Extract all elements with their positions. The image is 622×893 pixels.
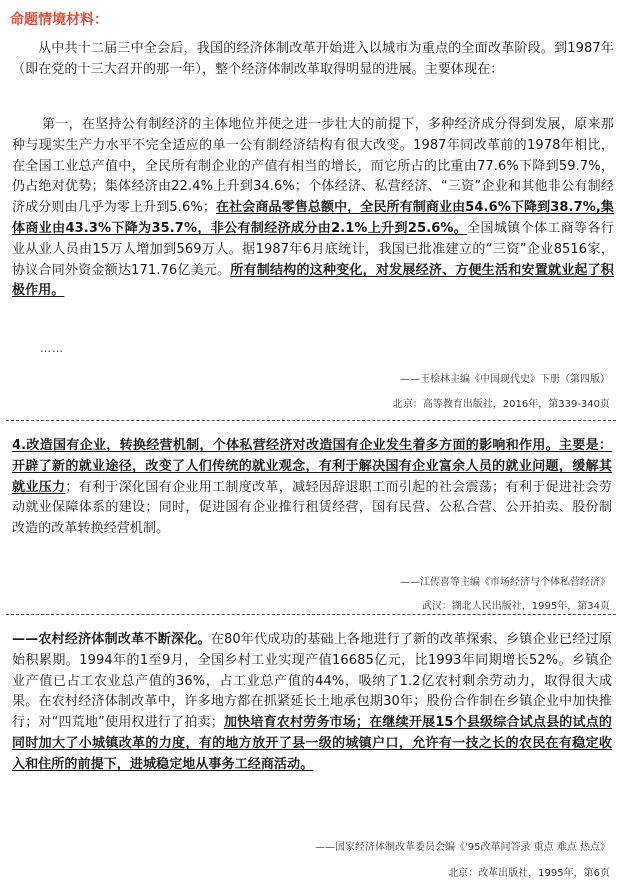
passage2-text: ；有利于深化国有企业用工制度改革，减轻因辞退职工而引起的社会震荡；有利于促进社会劳动就业保障体系的建设；同时，促进国有企业推行租赁经营，国有民营、公私合营、公开拍卖、股份制改造的改革转换经营机制。	[12, 479, 612, 537]
passage3-lead: ——农村经济体制改革不断深化。	[12, 632, 211, 647]
passage2-source-publisher: 武汉：湖北人民出版社，1995年，第34页	[421, 601, 610, 612]
section-divider	[6, 420, 616, 421]
passage1-para2-emphasis-2: 所有制结构的这种变化，对发展经济、方便生活和安置就业起了积极作用。	[12, 262, 614, 299]
passage3-source-author: ——国家经济体制改革委员会编《'95改革问答录 重点 难点 热点》	[314, 842, 610, 853]
passage3-emphasis: 加快培育农村劳务市场；在继续开展15个县级综合试点县的试点的同时加大了小城镇改革的力度，有的地方放开了县一级的城镇户口，允许有一技之长的农民在有稳定收入和住所的前提下，进城稳定地从事务工经商活动。	[12, 715, 613, 772]
passage2-emphasis: 4.改造国有企业，转换经营机制，个体私营经济对改造国有企业发生着多方面的影响和作用。主要是：开辟了新的就业途径，改变了人们传统的就业观念，有利于解决国有企业富余人员的就业问题，缓解其就业压力	[12, 438, 612, 495]
passage1-paragraph1: 从中共十二届三中全会后，我国的经济体制改革开始进入以城市为重点的全面改革阶段。到1987年（即在党的十三大召开的那一年），整个经济体制改革取得明显的进展。主要体现在：	[12, 41, 614, 77]
passage2-source-author: ——江传喜等主编《市场经济与个体私营经济》	[400, 577, 610, 588]
passage3-source-publisher: 北京：改革出版社，1995年，第6页	[448, 868, 610, 879]
section-divider	[6, 614, 616, 615]
passage2-paragraph	[12, 436, 612, 540]
passage1-paragraph2	[12, 115, 614, 302]
passage1-ellipsis: ……	[40, 342, 64, 355]
passage1-para2-text: 第一，在坚持公有制经济的主体地位并使之进一步壮大的前提下，多种经济成分得到发展，原来那种与现实生产力水平不完全适应的单一公有制经济结构有很大改变。1987年同改革前的1978年相比，在全国工业总产值中，全民所有制企业的产值有相当的增长，而它所占的比重由77.6%下降到59.7%，仍占绝对优势；集体经济由22.4%上升到34.6%；个体经济、私营经济、“三资”企业和其他非公有制经济成分则由几乎为零上升到5.6%；	[12, 117, 614, 216]
material-heading: 命题情境材料：	[10, 12, 108, 28]
passage1-source-author: ——王桧林主编《中国现代史》下册（第四版）	[400, 374, 610, 385]
passage1-source-publisher: 北京：高等教育出版社，2016年，第339-340页	[392, 399, 610, 410]
passage3-text: 在80年代成功的基础上各地进行了新的改革探索、乡镇企业已经过原始积累期。1994年的1至9月，全国乡村工业实现产值16685亿元，比1993年同期增长52%。乡镇企业产值已占工农业总产值的36%，占工业总产值的44%，吸纳了1.2亿农村剩余劳动力，取得很大成果。在农村经济体制改革中，许多地方都在抓紧延长土地承包期30年；股份合作制在乡镇企业中加快推行；对“四荒地”使用权进行了拍卖；	[12, 632, 612, 731]
passage1-para2-text-2: 全国城镇个体工商等各行业从业人员由15万人增加到569万人。据1987年6月底统计，我国已批准建立的“三资”企业8516家，协议合同外资金额达171.76亿美元。	[12, 220, 614, 278]
passage1-para2-emphasis: 在社会商品零售总额中，全民所有制商业由54.6%下降到38.7%,集体商业由43.3%下降为35.7%，非公有制经济成分由2.1%上升到25.6%。	[12, 200, 614, 236]
passage3-paragraph	[12, 630, 612, 776]
